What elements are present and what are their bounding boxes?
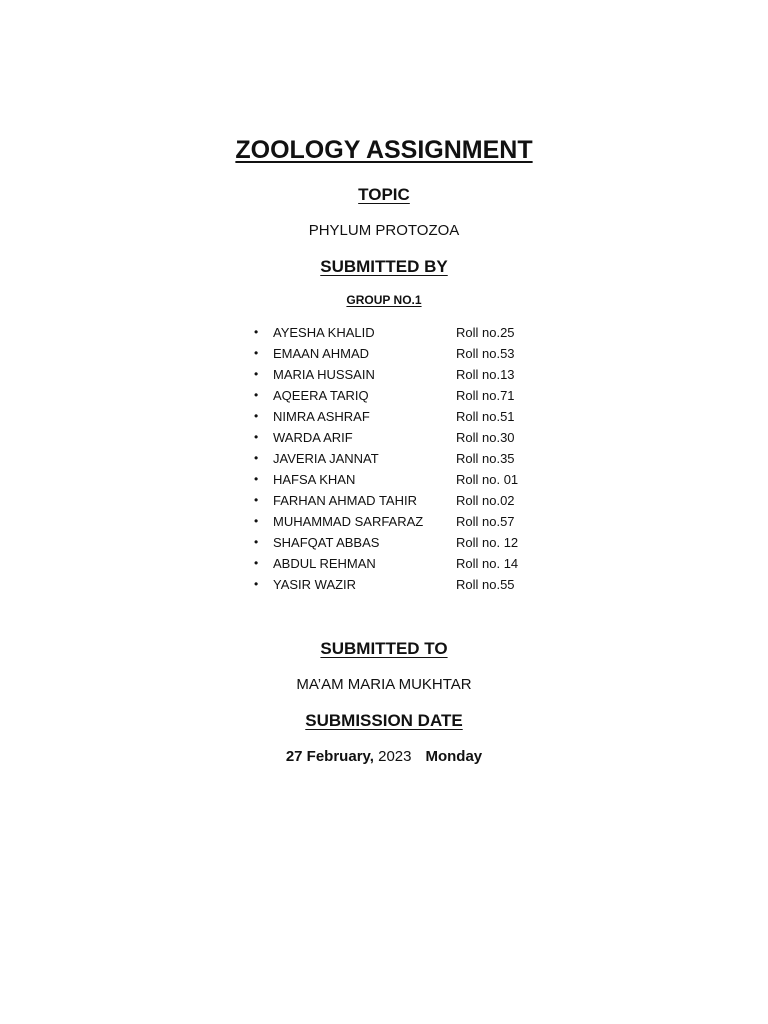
member-name: NIMRA ASHRAF — [273, 409, 370, 424]
bullet: • — [254, 451, 259, 465]
bullet: • — [254, 367, 259, 381]
submitted-by-heading: SUBMITTED BY — [320, 257, 448, 276]
member-roll: Roll no. 01 — [456, 472, 519, 487]
member-name: AQEERA TARIQ — [273, 388, 369, 403]
member-name: MUHAMMAD SARFARAZ — [273, 514, 424, 529]
group-label: GROUP NO.1 — [346, 293, 422, 307]
list-item — [248, 512, 538, 533]
member-name: HAFSA KHAN — [273, 472, 356, 487]
member-roll: Roll no. 14 — [456, 556, 519, 571]
bullet: • — [254, 388, 259, 402]
teacher-name: MA’AM MARIA MUKHTAR — [296, 676, 472, 693]
member-name: AYESHA KHALID — [273, 325, 375, 340]
list-item — [248, 470, 538, 491]
bullet: • — [254, 493, 259, 507]
bullet: • — [254, 577, 259, 591]
topic-heading: TOPIC — [358, 185, 410, 204]
page-title: ZOOLOGY ASSIGNMENT — [235, 136, 533, 164]
member-roll: Roll no.55 — [456, 577, 515, 592]
member-roll: Roll no.13 — [456, 367, 515, 382]
submission-date-heading: SUBMISSION DATE — [305, 711, 463, 730]
list-item — [248, 449, 538, 470]
member-roll: Roll no.02 — [456, 493, 515, 508]
member-roll: Roll no.25 — [456, 325, 515, 340]
list-item — [248, 428, 538, 449]
member-name: WARDA ARIF — [273, 430, 353, 445]
submitted-to-heading: SUBMITTED TO — [320, 639, 448, 658]
date-day: Monday — [425, 748, 483, 765]
member-roll: Roll no.35 — [456, 451, 515, 466]
bullet: • — [254, 430, 259, 444]
member-roll: Roll no.51 — [456, 409, 515, 424]
bullet: • — [254, 514, 259, 528]
date-year: 2023 — [378, 748, 412, 765]
member-roll: Roll no.71 — [456, 388, 515, 403]
list-item — [248, 491, 538, 512]
list-item — [248, 575, 538, 596]
bullet: • — [254, 556, 259, 570]
bullet: • — [254, 346, 259, 360]
list-item — [248, 533, 538, 554]
topic-value: PHYLUM PROTOZOA — [308, 222, 460, 239]
member-name: EMAAN AHMAD — [273, 346, 370, 361]
submission-date — [0, 748, 768, 765]
bullet: • — [254, 535, 259, 549]
bullet: • — [254, 325, 259, 339]
bullet: • — [254, 472, 259, 486]
bullet: • — [254, 409, 259, 423]
member-roll: Roll no.57 — [456, 514, 515, 529]
member-name: ABDUL REHMAN — [273, 556, 376, 571]
list-item — [248, 386, 538, 407]
list-item — [248, 365, 538, 386]
list-item — [248, 407, 538, 428]
member-roll: Roll no.30 — [456, 430, 515, 445]
member-name: JAVERIA JANNAT — [273, 451, 379, 466]
member-name: MARIA HUSSAIN — [273, 367, 375, 382]
member-roll: Roll no.53 — [456, 346, 515, 361]
member-roll: Roll no. 12 — [456, 535, 519, 550]
member-name: FARHAN AHMAD TAHIR — [273, 493, 417, 508]
date-text: 27 February, — [285, 748, 374, 765]
list-item — [248, 323, 538, 344]
list-item — [248, 344, 538, 365]
member-name: SHAFQAT ABBAS — [273, 535, 380, 550]
member-list — [248, 323, 538, 596]
list-item — [248, 554, 538, 575]
member-name: YASIR WAZIR — [273, 577, 357, 592]
